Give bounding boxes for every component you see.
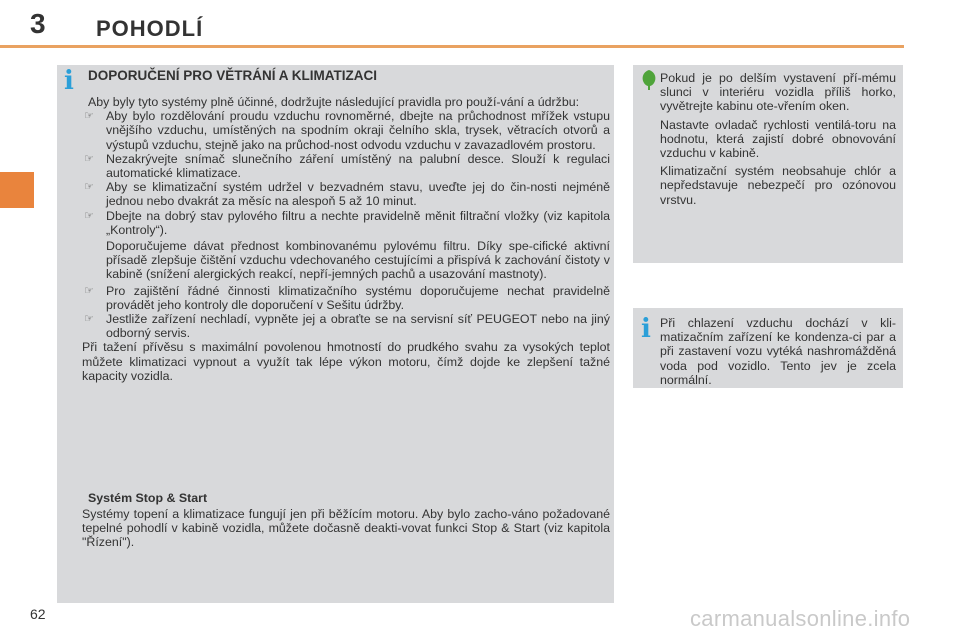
list-item-text: Nezakrývejte snímač slunečního záření umístěný na palubní desce. Slouží k regulaci automatické klimatizace. (106, 151, 610, 181)
watermark: carmanualsonline.info (690, 606, 911, 631)
eco-paragraph: Pokud je po delším vystavení pří-mému slunci v interiéru vozidla příliš horko, vyvětrejte kabinu ote-vřením oken. (660, 71, 896, 114)
chapter-number: 3 (30, 8, 46, 39)
list-item (82, 180, 610, 208)
section-title: DOPORUČENÍ PRO VĚTRÁNÍ A KLIMATIZACI (88, 68, 377, 83)
list-item (82, 312, 610, 340)
eco-paragraph: Klimatizační systém neobsahuje chlór a nepředstavuje nebezpečí pro ozónovou vrstvu. (660, 164, 896, 207)
info-icon: i (64, 66, 74, 96)
list-item-text: Dbejte na dobrý stav pylového filtru a nechte pravidelně měnit filtrační vložky (viz kapitola „Kontroly“). (106, 208, 610, 237)
leaf-icon (639, 69, 659, 91)
list-item (82, 152, 610, 180)
list-item-text: Aby se klimatizační systém udržel v bezvadném stavu, uveďte jej do čin-nosti nejméně jednou nebo dvakrát za měsíc na alespoň 5 až 10 minut. (106, 180, 610, 209)
list-item (82, 284, 610, 312)
condensation-text: Při chlazení vzduchu dochází v kli-matizačním zařízení ke kondenza-ci par a při zastavení vozu vytéká nashromážděná voda pod vozidlo. Tento jev je zcela normální. (660, 316, 896, 387)
list-item-text: Aby bylo rozdělování proudu vzduchu rovnoměrné, dbejte na průchodnost mřížek vstupu vnějšího vzduchu, umístěných na spodním okraji čelního skla, trysek, větracích otvorů a výstupů vzduchu, stejně jako na průchod-nost odvodu vzduchu v zavazadlovém prostoru. (106, 109, 610, 152)
towing-paragraph: Při tažení přívěsu s maximální povolenou hmotností do prudkého svahu za vysokých teplot můžete klimatizaci vypnout a využít tak lépe výkon motoru, čímž dojde ke zlepšení tažné kapacity vozidla. (82, 340, 610, 383)
pointing-hand-icon: ☞ (84, 313, 94, 326)
condensation-info-panel (633, 308, 903, 388)
stop-start-title: Systém Stop & Start (88, 491, 208, 505)
page-number: 62 (30, 606, 46, 622)
intro-paragraph: Aby byly tyto systémy plně účinné, dodržujte následující pravidla pro použí-vání a údržbu: (88, 95, 580, 109)
eco-paragraph: Nastavte ovladač rychlosti ventilá-toru na hodnotu, která zajistí dobré obnovování vzduchu v kabině. (660, 117, 896, 161)
eco-tip-panel (633, 65, 903, 263)
stop-start-text: Systémy topení a klimatizace fungují jen při běžícím motoru. Aby bylo zacho-váno požadované tepelné pohodlí v kabině vozidla, můžete dočasně deakti-vovat funkci Stop & Start (viz kapitola "Řízení"). (82, 507, 610, 550)
header-rule (0, 45, 904, 48)
filter-note: Doporučujeme dávat přednost kombinovanému pylovému filtru. Díky spe-cifické aktivní přísadě zlepšuje čištění vzduchu vdechovaného cestujícími a přispívá k zachování čistoty v kabině (snížení alergických reakcí, nepří-jemných pachů a usazování mastnoty). (106, 239, 610, 282)
list-item-text: Pro zajištění řádné činnosti klimatizačního systému doporučujeme nechat pravidelně provádět jeho kontroly dle doporučení v Sešitu údržby. (106, 283, 610, 312)
list-item (82, 109, 610, 152)
list-item-text: Jestliže zařízení nechladí, vypněte jej a obraťte se na servisní síť PEUGEOT nebo na jiný odborný servis. (106, 312, 610, 341)
eco-tip-text (660, 71, 896, 211)
info-icon: i (641, 314, 651, 344)
pointing-hand-icon: ☞ (84, 181, 94, 194)
recommendations-body (82, 95, 610, 383)
pointing-hand-icon: ☞ (84, 209, 94, 222)
pointing-hand-icon: ☞ (84, 152, 94, 165)
list-item (82, 209, 610, 237)
pointing-hand-icon: ☞ (84, 284, 94, 297)
chapter-side-tab (0, 172, 34, 208)
chapter-title: POHODLÍ (96, 16, 204, 41)
pointing-hand-icon: ☞ (84, 110, 94, 123)
